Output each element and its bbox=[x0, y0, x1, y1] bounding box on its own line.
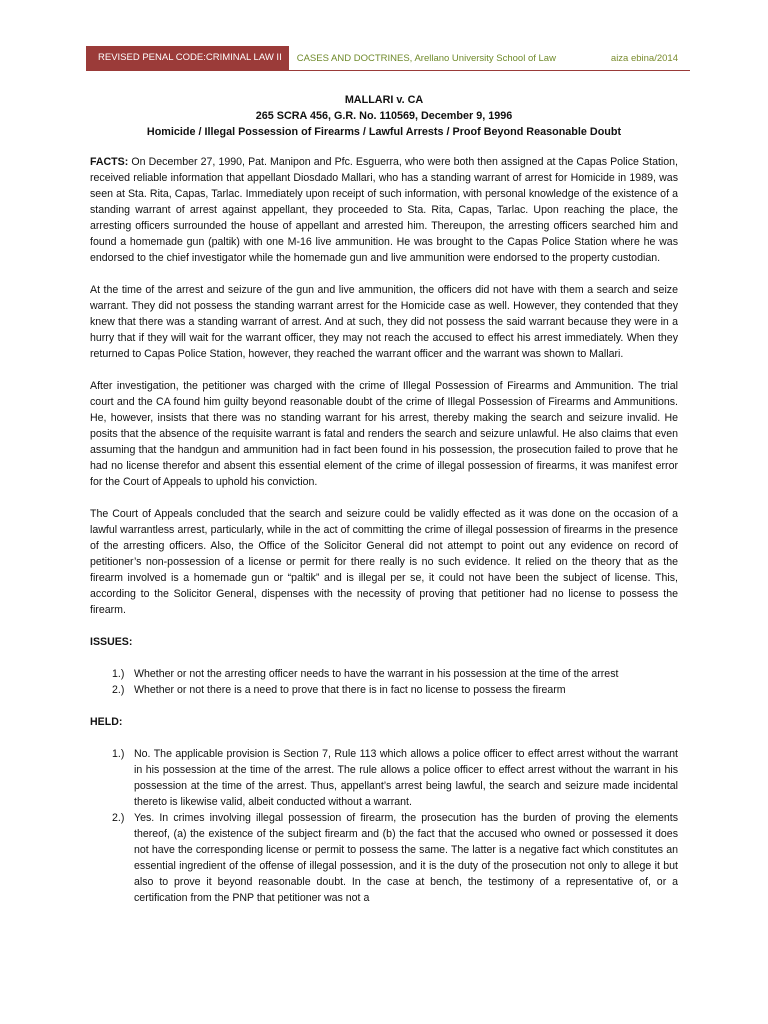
facts-paragraph-4: The Court of Appeals concluded that the search and seizure could be validly effected as it was done on the occasion of a lawful warrantless arrest, particularly, while in the act of committing the crime of illegal possession of firearms in the presence of the arresting officers. Also, the Office of the Solicitor General did not attempt to point out any evidence on record of petitioner’s non-possession of a license or permit for there really is no such evidence. It relied on the theory that as the firearm involved is a homemade gun or “paltik” and is illegal per se, it could not have been the subject of license. This, according to the Solicitor General, dispenses with the necessity of proving that petitioner had no license to possess the firearm. bbox=[90, 508, 678, 616]
held-number: 2.) bbox=[112, 812, 125, 824]
facts-label: FACTS: bbox=[90, 156, 129, 168]
header-subtitle: CASES AND DOCTRINES, Arellano University School of Law bbox=[296, 52, 556, 64]
case-title-block bbox=[90, 92, 678, 140]
case-topics: Homicide / Illegal Possession of Firearms / Lawful Arrests / Proof Beyond Reasonable Doubt bbox=[146, 126, 622, 138]
held-list bbox=[90, 746, 678, 906]
held-text: No. The applicable provision is Section 7, Rule 113 which allows a police officer to effect arrest without the warrant in his possession at the time of the arrest. The rule allows a police officer to effect arrest without the warrant in his possession at the time of the arrest. Thus, appellant’s arrest being lawful, the search and seizure made incidental thereto is likewise valid, albeit conducted without a warrant. bbox=[134, 748, 678, 808]
issue-item bbox=[90, 666, 678, 682]
document-body bbox=[90, 92, 678, 922]
facts-text-1: On December 27, 1990, Pat. Manipon and Pfc. Esguerra, who were both then assigned at the Capas Police Station, received reliable information that appellant Diosdado Mallari, who has a standing warrant of arrest for Homicide in 1989, was seen at Sta. Rita, Capas, Tarlac. Immediately upon receipt of such information, with personal knowledge of the existence of a standing warrant of arrest against appellant, they proceeded to Sta. Rita, Capas, Tarlac. Upon reaching the place, the arresting officers surrounded the house of appellant and arrested him. Thereupon, the arresting officers searched him and found a homemade gun (paltik) with one M-16 live ammunition. He was brought to the Capas Police Station where he was endorsed to the chief investigator while the homemade gun and live ammunition were endorsed to the property custodian. bbox=[90, 156, 678, 264]
held-text: Yes. In crimes involving illegal possession of firearm, the prosecution has the burden of proving the elements thereof, (a) the existence of the subject firearm and (b) the fact that the accused who owned or possessed it does not have the corresponding license or permit to possess the same. The latter is a negative fact which constitutes an essential ingredient of the offense of illegal possession, and it is the duty of the prosecution not only to allege it but also to prove it beyond reasonable doubt. In the case at bench, the testimony of a representative of, or a certification from the PNP that petitioner was not a bbox=[134, 812, 678, 904]
header-course-title: REVISED PENAL CODE:CRIMINAL LAW II bbox=[86, 46, 289, 70]
header-author: aiza ebina/2014 bbox=[610, 52, 678, 64]
issue-number: 1.) bbox=[112, 668, 125, 680]
issues-list bbox=[90, 666, 678, 698]
held-number: 1.) bbox=[112, 748, 125, 760]
facts-paragraph-3: After investigation, the petitioner was charged with the crime of Illegal Possession of Firearms and Ammunition. The trial court and the CA found him guilty beyond reasonable doubt of the crime of Illegal Possession of Firearms and Ammunitions. He, however, insists that there was no standing warrant for his arrest, thereby making the search and seizure invalid. He posits that the absence of the requisite warrant is fatal and renders the search and seizure unlawful. He also claims that even assuming that the handgun and ammunition had in fact been found in his possession, the prosecution failed to prove that he had no license therefor and absent this essential element of the crime of illegal possession of firearms, it was manifest error for the Court of Appeals to uphold his conviction. bbox=[90, 380, 678, 488]
issue-text: Whether or not there is a need to prove that there is in fact no license to possess the firearm bbox=[134, 684, 566, 696]
held-heading: HELD: bbox=[90, 716, 123, 728]
facts-paragraph-2: At the time of the arrest and seizure of the gun and live ammunition, the officers did not have with them a search and seize warrant. They did not possess the standing warrant arrest for the Homicide case as well. However, they contended that they knew that there was a standing warrant of arrest. And at such, they did not possess the said warrant because they were in a hurry that if they will wait for the warrant officer, they may not reach the accused to effect his arrest immediately. When they returned to Capas Police Station, however, they reached the warrant officer and the warrant was shown to Mallari. bbox=[90, 284, 678, 360]
case-name: MALLARI v. CA bbox=[344, 94, 424, 106]
issue-number: 2.) bbox=[112, 684, 125, 696]
issue-text: Whether or not the arresting officer needs to have the warrant in his possession at the time of the arrest bbox=[134, 668, 619, 680]
page-header bbox=[86, 46, 690, 71]
issues-heading: ISSUES: bbox=[90, 636, 133, 648]
held-item bbox=[90, 746, 678, 810]
case-citation: 265 SCRA 456, G.R. No. 110569, December 9, 1996 bbox=[255, 110, 513, 122]
issue-item bbox=[90, 682, 678, 698]
held-item bbox=[90, 810, 678, 906]
facts-paragraph-1 bbox=[90, 154, 678, 266]
